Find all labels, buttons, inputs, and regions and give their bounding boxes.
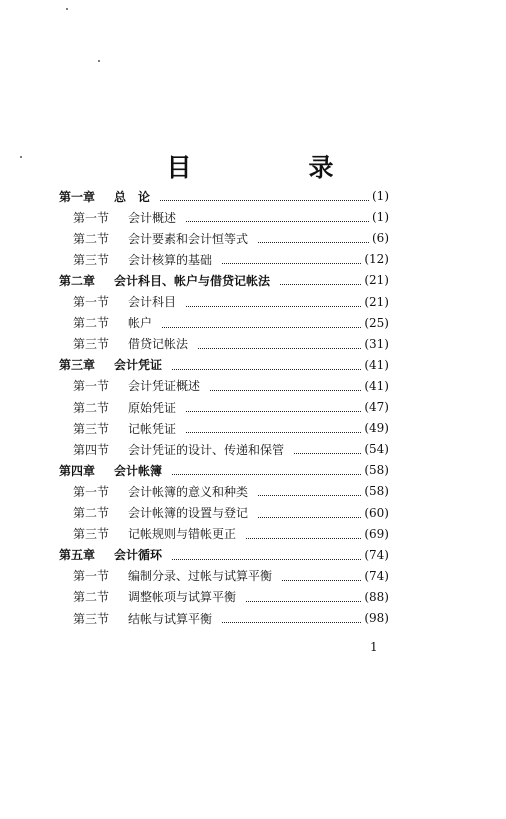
scan-speck <box>98 60 100 62</box>
toc-entry-number: 第二节 <box>73 506 110 520</box>
toc-entry-title: 会计帐簿的设置与登记 <box>128 506 249 520</box>
toc-section-row <box>73 207 389 227</box>
toc-leader-dots <box>160 191 369 201</box>
toc-section-row <box>73 376 389 396</box>
toc-section-row <box>73 292 389 312</box>
toc-entry-number: 第三章 <box>59 358 96 373</box>
toc-entry-page: (74) <box>364 568 389 583</box>
toc-section-row <box>73 334 389 354</box>
toc-entry-page: (58) <box>364 463 389 478</box>
toc-section-row <box>73 587 389 607</box>
toc-entry-page: (88) <box>364 589 389 604</box>
page-title: 目 录 <box>166 153 380 182</box>
toc-entry-title: 原始凭证 <box>128 400 177 415</box>
toc-entry-page: (41) <box>364 378 389 393</box>
toc-entry-number: 第二节 <box>73 590 110 605</box>
page-folio: 1 <box>370 640 378 654</box>
toc-section-row <box>73 249 389 269</box>
toc-entry-title: 记帐凭证 <box>128 421 177 436</box>
toc-leader-dots <box>186 423 361 433</box>
toc-entry-title: 会计凭证的设计、传递和保管 <box>128 442 285 457</box>
toc-entry-title: 会计凭证 <box>114 358 163 373</box>
toc-section-row <box>73 313 389 333</box>
scan-speck <box>20 156 22 158</box>
toc-entry-page: (54) <box>364 442 389 457</box>
toc-leader-dots <box>222 254 361 264</box>
toc-entry-number: 第一节 <box>73 210 110 225</box>
toc-entry-number: 第一节 <box>73 484 110 499</box>
toc-section-row <box>73 397 389 417</box>
toc-entry-number: 第三节 <box>73 527 110 542</box>
toc-entry-number: 第三节 <box>73 421 110 436</box>
toc-leader-dots <box>246 592 361 602</box>
toc-entry-title: 借贷记帐法 <box>128 337 189 352</box>
toc-section-row <box>73 566 389 586</box>
toc-section-row <box>73 503 389 523</box>
toc-entry-title: 调整帐项与试算平衡 <box>128 590 237 605</box>
toc-entry-page: (69) <box>364 526 389 541</box>
toc-entry-title: 会计科目、帐户与借贷记帐法 <box>114 273 271 288</box>
toc-entry-page: (98) <box>364 611 389 625</box>
toc-entry-number: 第三节 <box>73 337 110 352</box>
toc-leader-dots <box>294 444 361 454</box>
toc-entry-number: 第一章 <box>59 189 96 204</box>
toc-section-row <box>73 524 389 544</box>
toc-chapter-row <box>59 270 389 290</box>
toc-leader-dots <box>162 318 361 328</box>
toc-chapter-row <box>59 355 389 375</box>
toc-chapter-row <box>59 460 389 480</box>
toc-leader-dots <box>186 402 361 412</box>
toc-leader-dots <box>246 529 361 539</box>
toc-entry-page: (41) <box>364 357 389 372</box>
toc-entry-page: (47) <box>364 400 389 414</box>
toc-entry-title: 会计要素和会计恒等式 <box>128 231 249 246</box>
toc-leader-dots <box>258 508 361 518</box>
toc-entry-number: 第二节 <box>73 316 110 331</box>
toc-entry-page: (21) <box>364 294 389 309</box>
toc-chapter-row <box>59 545 389 565</box>
toc-entry-page: (49) <box>364 421 389 436</box>
toc-entry-page: (21) <box>364 273 389 288</box>
toc-leader-dots <box>186 297 361 307</box>
toc-entry-title: 会计科目 <box>128 295 177 309</box>
toc-entry-title: 总 论 <box>114 189 151 204</box>
toc-entry-page: (31) <box>364 336 389 351</box>
toc-entry-page: (60) <box>364 505 389 520</box>
toc-entry-number: 第一节 <box>73 379 110 394</box>
toc-entry-number: 第二节 <box>73 400 110 415</box>
toc-leader-dots <box>210 381 361 391</box>
toc-entry-page: (1) <box>372 189 389 203</box>
toc-entry-title: 记帐规则与错帐更正 <box>128 527 237 542</box>
toc-leader-dots <box>172 465 361 475</box>
toc-entry-title: 会计概述 <box>128 210 177 225</box>
toc-entry-title: 结帐与试算平衡 <box>128 611 213 626</box>
toc-leader-dots <box>172 360 361 370</box>
toc-entry-number: 第五章 <box>59 548 96 563</box>
toc-entry-number: 第三节 <box>73 252 110 267</box>
toc-entry-title: 会计凭证概述 <box>128 379 201 394</box>
toc-section-row <box>73 481 389 501</box>
toc-entry-title: 会计核算的基础 <box>128 252 213 267</box>
toc-section-row <box>73 228 389 248</box>
toc-leader-dots <box>198 339 361 349</box>
toc-entry-page: (58) <box>364 484 389 499</box>
toc-entry-number: 第一节 <box>73 295 110 309</box>
toc-section-row <box>73 418 389 438</box>
toc-entry-number: 第四节 <box>73 442 110 457</box>
toc-entry-title: 会计帐簿的意义和种类 <box>128 484 249 499</box>
toc-section-row <box>73 439 389 459</box>
toc-entry-title: 会计循环 <box>114 548 163 563</box>
toc-entry-number: 第二节 <box>73 231 110 246</box>
toc-entry-page: (1) <box>372 210 389 225</box>
toc-entry-number: 第三节 <box>73 611 110 626</box>
toc-entry-page: (74) <box>364 547 389 562</box>
toc-chapter-row <box>59 186 389 206</box>
toc-entry-page: (6) <box>372 231 389 246</box>
toc-leader-dots <box>172 550 361 560</box>
toc-leader-dots <box>280 275 361 285</box>
scan-speck <box>66 8 68 10</box>
toc-entry-title: 会计帐簿 <box>114 463 163 478</box>
toc-entry-number: 第四章 <box>59 463 96 478</box>
toc-leader-dots <box>282 571 361 581</box>
toc-entry-number: 第一节 <box>73 569 110 584</box>
toc-leader-dots <box>222 613 361 623</box>
toc-leader-dots <box>186 212 369 222</box>
toc-leader-dots <box>258 486 361 496</box>
toc-leader-dots <box>258 233 369 243</box>
toc-entry-page: (25) <box>364 315 389 330</box>
toc-entry-page: (12) <box>364 252 389 267</box>
toc-entry-number: 第二章 <box>59 273 96 288</box>
toc-section-row <box>73 608 389 628</box>
toc-entry-title: 编制分录、过帐与试算平衡 <box>128 569 273 584</box>
toc-entry-title: 帐户 <box>128 316 153 331</box>
